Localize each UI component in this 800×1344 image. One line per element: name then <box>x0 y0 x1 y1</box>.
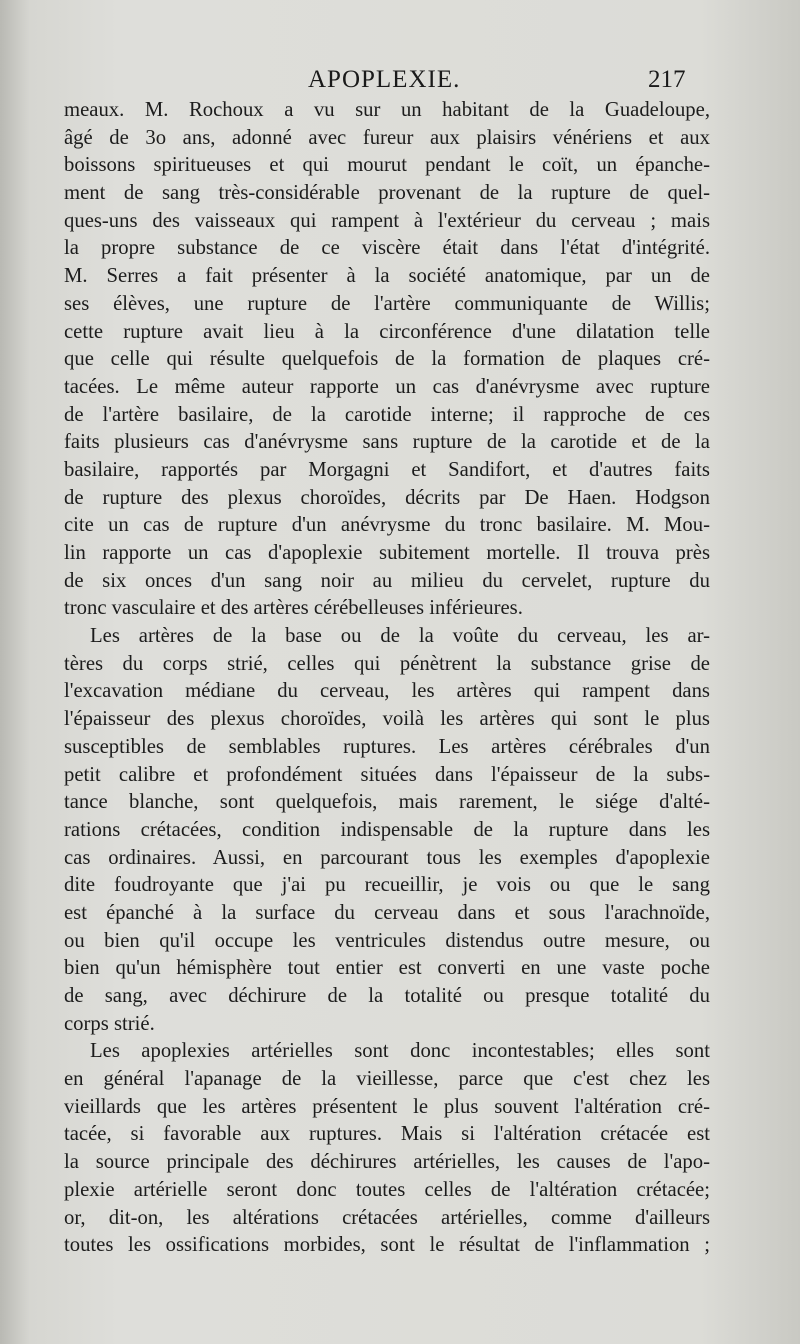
text-line: de six onces d'un sang noir au milieu du cervelet, rupture du <box>64 569 710 592</box>
text-line: basilaire, rapportés par Morgagni et Sandifort, et d'autres faits <box>64 458 710 481</box>
text-line: de l'artère basilaire, de la carotide interne; il rapproche de ces <box>64 403 710 426</box>
text-line: de rupture des plexus choroïdes, décrits par De Haen. Hodgson <box>64 486 710 509</box>
text-line: tronc vasculaire et des artères cérébelleuses inférieures. <box>64 597 523 620</box>
text-line: de sang, avec déchirure de la totalité ou presque totalité du <box>64 985 710 1007</box>
text-line: tance blanche, sont quelquefois, mais rarement, le siége d'alté- <box>64 791 710 814</box>
text-line: boissons spiritueuses et qui mourut pendant le coït, un épanche- <box>64 154 710 177</box>
text-line: cette rupture avait lieu à la circonférence d'une dilatation telle <box>64 320 710 343</box>
page-header <box>0 66 800 96</box>
text-line: faits plusieurs cas d'anévrysme sans rupture de la carotide et de la <box>64 431 710 454</box>
text-line: ment de sang très-considérable provenant de la rupture de quel- <box>64 182 710 205</box>
text-line: âgé de 3o ans, adonné avec fureur aux plaisirs vénériens et aux <box>64 126 710 149</box>
text-line: tacée, si favorable aux ruptures. Mais si l'altération crétacée est <box>64 1123 710 1146</box>
running-head: APOPLEXIE. <box>308 66 461 93</box>
page-number: 217 <box>648 66 686 93</box>
text-line: la source principale des déchirures artérielles, les causes de l'apo- <box>64 1151 710 1174</box>
text-line: l'excavation médiane du cerveau, les artères qui rampent dans <box>64 680 710 703</box>
text-line: la propre substance de ce viscère était dans l'état d'intégrité. <box>64 237 710 260</box>
text-line: en général l'apanage de la vieillesse, parce que c'est chez les <box>64 1068 710 1091</box>
text-line: M. Serres a fait présenter à la société anatomique, par un de <box>64 265 710 288</box>
text-line: vieillards que les artères présentent le plus souvent l'altération cré- <box>64 1095 710 1118</box>
text-line: cite un cas de rupture d'un anévrysme du tronc basilaire. M. Mou- <box>64 514 710 537</box>
body-text <box>64 97 710 1260</box>
text-line: ses élèves, une rupture de l'artère communiquante de Willis; <box>64 292 710 315</box>
text-line: petit calibre et profondément situées dans l'épaisseur de la subs- <box>64 763 710 786</box>
text-line: ques-uns des vaisseaux qui rampent à l'extérieur du cerveau ; mais <box>64 209 710 232</box>
text-line: Les artères de la base ou de la voûte du cerveau, les ar- <box>90 625 710 648</box>
text-line: l'épaisseur des plexus choroïdes, voilà les artères qui sont le plus <box>64 708 710 731</box>
text-line: que celle qui résulte quelquefois de la formation de plaques cré- <box>64 348 710 371</box>
text-line: cas ordinaires. Aussi, en parcourant tous les exemples d'apoplexie <box>64 846 710 869</box>
text-line: dite foudroyante que j'ai pu recueillir, je vois ou que le sang <box>64 874 710 897</box>
text-line: toutes les ossifications morbides, sont le résultat de l'inflammation ; <box>64 1234 710 1257</box>
text-line: lin rapporte un cas d'apoplexie subitement mortelle. Il trouva près <box>64 542 710 564</box>
text-line: plexie artérielle seront donc toutes celles de l'altération crétacée; <box>64 1178 710 1201</box>
text-line: meaux. M. Rochoux a vu sur un habitant de la Guadeloupe, <box>64 99 710 121</box>
text-line: susceptibles de semblables ruptures. Les artères cérébrales d'un <box>64 735 710 758</box>
text-line: tères du corps strié, celles qui pénètrent la substance grise de <box>64 652 710 675</box>
text-line: tacées. Le même auteur rapporte un cas d'anévrysme avec rupture <box>64 375 710 398</box>
text-line: est épanché à la surface du cerveau dans et sous l'arachnoïde, <box>64 901 710 924</box>
text-line: corps strié. <box>64 1012 155 1035</box>
text-line: Les apoplexies artérielles sont donc incontestables; elles sont <box>90 1040 710 1063</box>
text-line: or, dit-on, les altérations crétacées artérielles, comme d'ailleurs <box>64 1206 710 1229</box>
text-line: rations crétacées, condition indispensable de la rupture dans les <box>64 818 710 841</box>
text-line: ou bien qu'il occupe les ventricules distendus outre mesure, ou <box>64 929 710 952</box>
text-line: bien qu'un hémisphère tout entier est converti en une vaste poche <box>64 957 710 980</box>
